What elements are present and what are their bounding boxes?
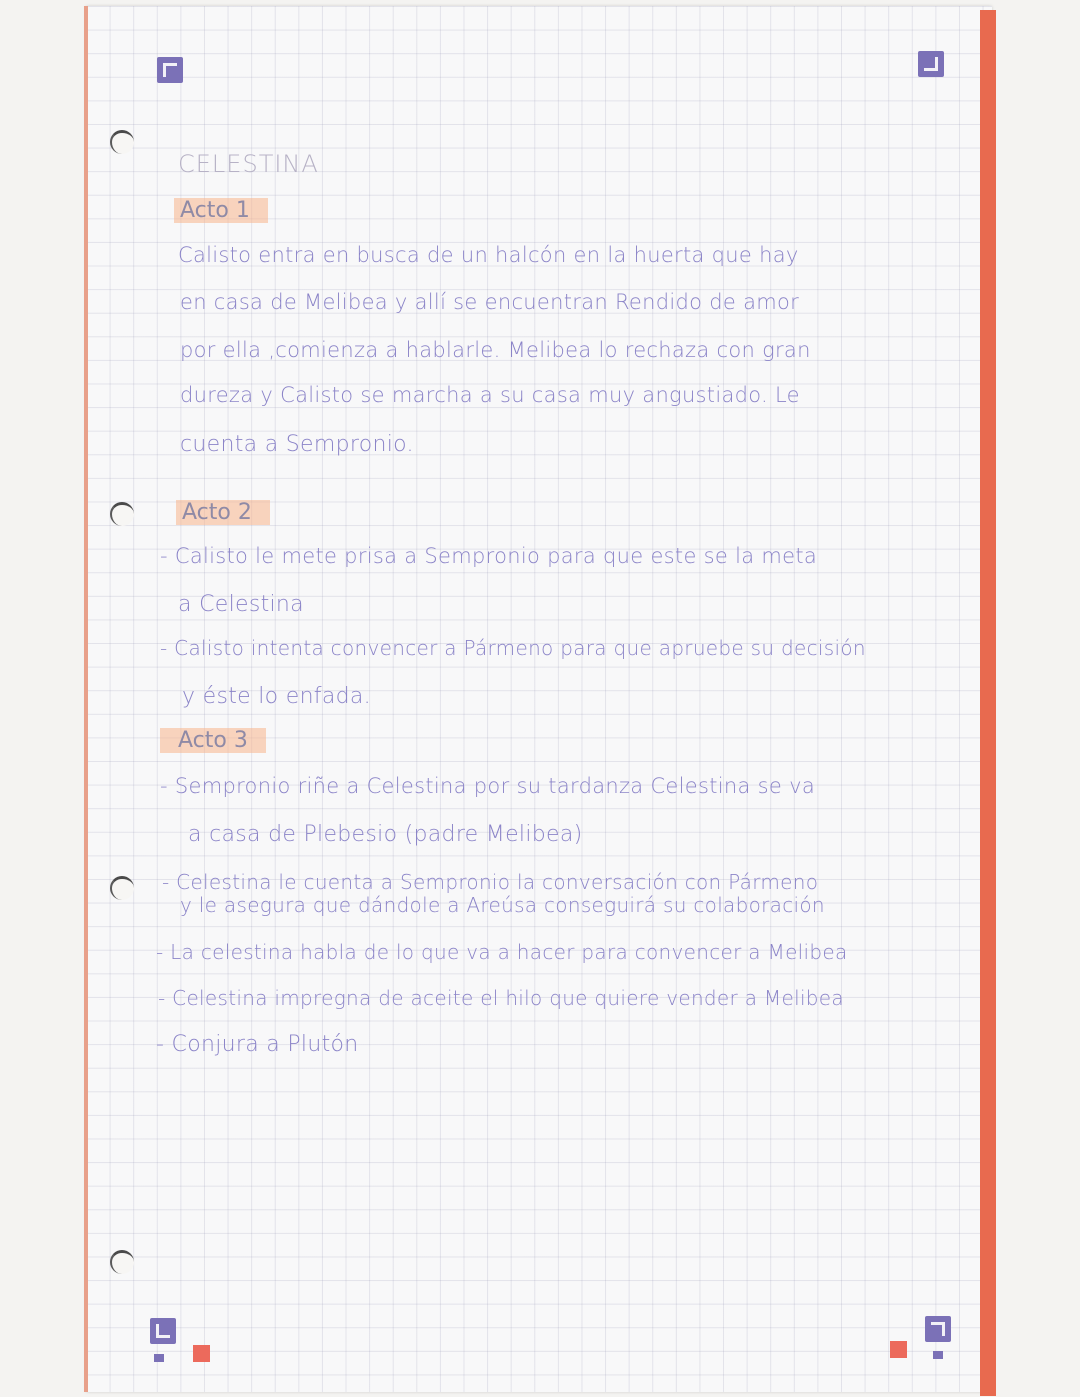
text-line: y le asegura que dándole a Areúsa conseguirá su colaboración	[180, 893, 825, 917]
text-line: en casa de Melibea y allí se encuentran Rendido de amor	[180, 290, 800, 314]
purple-square-marker	[154, 1354, 164, 1362]
page-left-edge	[84, 6, 88, 1392]
binder-hole	[110, 502, 134, 526]
list-item: - Calisto le mete prisa a Sempronio para que este se la meta	[160, 544, 818, 568]
corner-marker-icon	[150, 1318, 176, 1344]
text-line: por ella ,comienza a hablarle. Melibea lo rechaza con gran	[180, 338, 811, 362]
text-line: cuenta a Sempronio.	[180, 432, 414, 457]
text-line: dureza y Calisto se marcha a su casa muy angustiado. Le	[180, 383, 800, 407]
binder-hole	[110, 130, 134, 154]
list-item: - Sempronio riñe a Celestina por su tardanza Celestina se va	[160, 774, 815, 798]
page-right-edge	[980, 10, 996, 1396]
section-heading-acto-1: Acto 1	[174, 198, 268, 223]
corner-marker-icon	[925, 1316, 951, 1342]
text-line: a Celestina	[178, 592, 304, 617]
list-item: - Celestina le cuenta a Sempronio la conversación con Pármeno	[162, 870, 819, 894]
list-item: - Celestina impregna de aceite el hilo que quiere vender a Melibea	[158, 986, 844, 1010]
binder-hole	[110, 1250, 134, 1274]
list-item: - Calisto intenta convencer a Pármeno para que apruebe su decisión	[160, 636, 866, 660]
corner-marker-icon	[918, 51, 944, 77]
text-line: y éste lo enfada.	[182, 684, 371, 709]
binder-hole	[110, 876, 134, 900]
page-title: CELESTINA	[178, 150, 319, 178]
list-item: - Conjura a Plutón	[156, 1032, 359, 1057]
section-heading-acto-3: Acto 3	[160, 728, 266, 753]
list-item: - La celestina habla de lo que va a hacer para convencer a Melibea	[156, 940, 848, 964]
text-line: Calisto entra en busca de un halcón en la huerta que hay	[178, 243, 799, 267]
purple-square-marker	[933, 1351, 943, 1359]
corner-marker-icon	[157, 57, 183, 83]
section-heading-acto-2: Acto 2	[176, 500, 270, 525]
red-square-marker	[890, 1341, 907, 1358]
red-square-marker	[193, 1345, 210, 1362]
text-line: a casa de Plebesio (padre Melibea)	[188, 822, 583, 847]
